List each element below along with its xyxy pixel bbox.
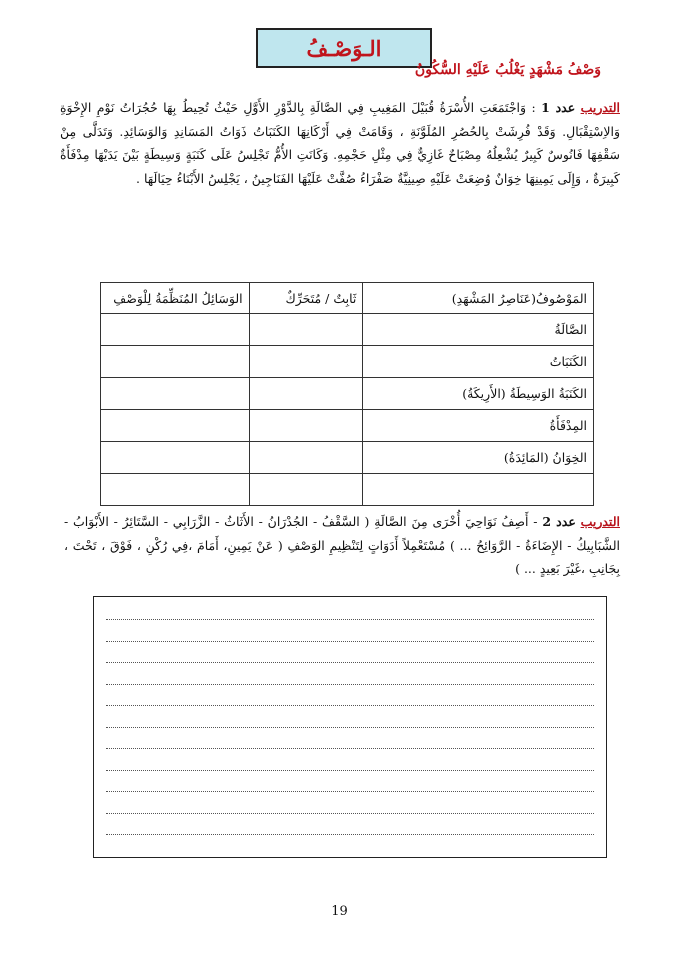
exercise-2-text: - أَصِفُ نَوَاحِيَ أُخْرَى مِنَ الصَّالَةِ ( السَّقْفُ - الجُدْرَانُ - الأَثَاثُ - الزَّرَابِي - السَّتَائِرُ - الأَبْوَابُ - الشَّبَابِيكُ - الإِضَاءَةُ - الرَّوَائِحُ ... ) مُسْتَعْمِلاً أَدَوَاتٍ لِتَنْظِيمِ الوَصْفِ ( عَنْ يَمِينِ، أَمَامَ ،فِي رُكْنِ ، فَوْقَ ، تَحْتَ ، بِجَانِبِ ،غَيْرَ بَعِيدٍ ... ) bbox=[64, 514, 620, 576]
writing-line bbox=[106, 813, 594, 814]
answer-cell[interactable] bbox=[101, 314, 250, 346]
row-label: المِدْفَأَةُ bbox=[363, 410, 594, 442]
page-title: الـوَصْـفُ bbox=[306, 35, 382, 61]
answer-cell[interactable] bbox=[249, 410, 363, 442]
table-row bbox=[101, 442, 594, 474]
writing-line bbox=[106, 727, 594, 728]
answer-cell[interactable] bbox=[101, 378, 250, 410]
exercise-1-text: : وَاجْتَمَعَتِ الأُسْرَةُ قُبَيْلَ المَغِيبِ فِي الصَّالَةِ بِالدَّوْرِ الأَوَّلِ حَيْثُ تُحِيطُ بِهَا حُجُرَاتُ نَوْمِ الإِخْوَةِ وَالاِسْتِقْبَالِ. وَقَدْ فُرِشَتْ بِالحُصُرِ المُلَوَّنَةِ ، وَقَامَتْ فِي أَرْكَانِهَا الكَنَبَاتُ ذَوَاتُ المَسَانِدِ وَالوَسَائِدِ. وَتَدَلَّى مِنْ سَقْفِهَا فَانُوسٌ كَبِيرٌ يُشْعِلُهُ مِصْبَاحٌ غَازِيٌّ فِي مِثْلِ حَجْمِهِ. وَكَانَتِ الأُمُّ تَجْلِسُ عَلَى كَنَبَةٍ وَسِيطَةٍ بَيْنَ يَدَيْهَا مِدْفَأَةٌ كَبِيرَةٌ ، وَإِلَى يَمِينِهَا خِوَانٌ وُضِعَتْ عَلَيْهِ صِينِيَّةٌ صَفْرَاءُ صُفَّتْ عَلَيْهَا الفَنَاجِينُ ، يَجْلِسُ الأَبْنَاءُ حِيَالَهَا . bbox=[60, 100, 620, 186]
answer-cell[interactable] bbox=[249, 378, 363, 410]
writing-line bbox=[106, 834, 594, 835]
answer-cell[interactable] bbox=[249, 346, 363, 378]
header-described: المَوْصُوفُ(عَنَاصِرُ المَشْهَدِ) bbox=[363, 283, 594, 314]
exercise-2-number: عدد 2 bbox=[542, 514, 576, 529]
subtitle: وَصْفُ مَشْهَدٍ يَغْلُبُ عَلَيْهِ السُّكُونُ bbox=[414, 62, 601, 78]
writing-line bbox=[106, 791, 594, 792]
writing-line bbox=[106, 705, 594, 706]
answer-cell[interactable] bbox=[101, 410, 250, 442]
writing-line bbox=[106, 641, 594, 642]
answer-cell[interactable] bbox=[249, 474, 363, 506]
header-static-moving: ثَابِتٌ / مُتَحَرِّكٌ bbox=[249, 283, 363, 314]
table-header-row bbox=[101, 283, 594, 314]
answer-cell[interactable] bbox=[249, 314, 363, 346]
exercise-1-label: التدريب bbox=[580, 100, 620, 115]
answer-cell[interactable] bbox=[249, 442, 363, 474]
answer-writing-box[interactable] bbox=[93, 596, 607, 858]
answer-cell[interactable] bbox=[101, 346, 250, 378]
answer-cell[interactable] bbox=[101, 474, 250, 506]
exercise-2-label: التدريب bbox=[580, 514, 620, 529]
writing-line bbox=[106, 619, 594, 620]
title-box bbox=[256, 28, 432, 68]
writing-line bbox=[106, 770, 594, 771]
row-label bbox=[363, 474, 594, 506]
header-organizing-means: الوَسَائِلُ المُنَظِّمَةُ لِلْوَصْفِ bbox=[101, 283, 250, 314]
page-number: 19 bbox=[331, 904, 348, 919]
row-label: الخِوَانُ (المَائِدَةُ) bbox=[363, 442, 594, 474]
row-label: الكَنَبَاتُ bbox=[363, 346, 594, 378]
writing-line bbox=[106, 662, 594, 663]
description-table bbox=[100, 282, 594, 506]
table-row bbox=[101, 346, 594, 378]
writing-line bbox=[106, 684, 594, 685]
table-row bbox=[101, 474, 594, 506]
exercise-1-number: عدد 1 bbox=[541, 100, 576, 115]
writing-line bbox=[106, 748, 594, 749]
table-row bbox=[101, 410, 594, 442]
table-row bbox=[101, 378, 594, 410]
exercise-2-paragraph bbox=[64, 510, 620, 581]
row-label: الصَّالَةُ bbox=[363, 314, 594, 346]
exercise-1-paragraph bbox=[60, 96, 620, 190]
table-row bbox=[101, 314, 594, 346]
answer-cell[interactable] bbox=[101, 442, 250, 474]
row-label: الكَنَبَةُ الوَسِيطَةُ (الأَرِيكَةُ) bbox=[363, 378, 594, 410]
